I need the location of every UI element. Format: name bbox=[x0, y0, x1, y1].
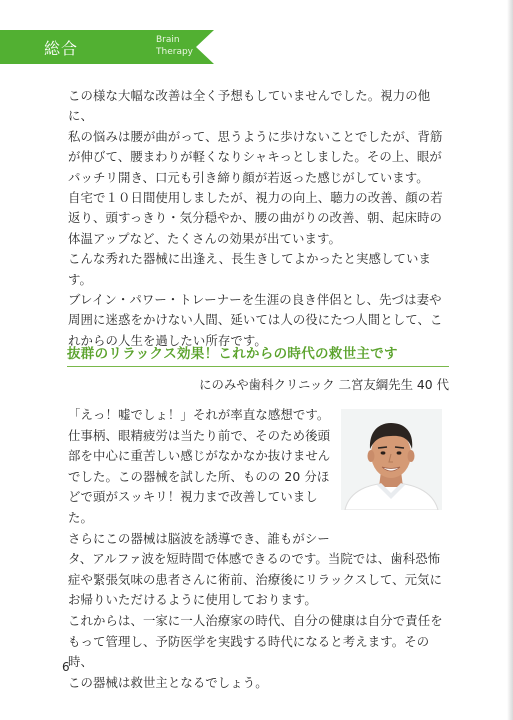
text-line: パッチリ開き、口元も引き締り顔が若返った感じがしています。 bbox=[68, 169, 429, 185]
section-label: 総合 bbox=[44, 39, 79, 58]
text-line: さらにこの器械は脳波を誘導でき、誰もがシー bbox=[68, 530, 330, 546]
text-line: 症や緊張気味の患者さんに術前、治療後にリラックスして、元気に bbox=[68, 571, 443, 587]
text-line: 「えっ！嘘でしょ！」それが率直な感想です。 bbox=[68, 407, 330, 422]
text-line: 返り、頭すっきり・気分穏やか、腰の曲がりの改善、朝、起床時の bbox=[68, 210, 442, 226]
text-line: この器械は救世主となるでしょう。 bbox=[68, 674, 268, 690]
brand-label bbox=[156, 34, 206, 58]
text-line: お帰りいただけるように使用しております。 bbox=[68, 592, 317, 608]
text-line: どで頭がスッキリ！視力まで改善していました。 bbox=[68, 489, 318, 525]
text-line: 周囲に迷惑をかけない人間、延いては人の役にたつ人間として、こ bbox=[68, 312, 443, 328]
brand-line-1: Brain bbox=[156, 35, 180, 45]
text-line: 自宅で１０日間使用しましたが、視力の向上、聴力の改善、顔の若 bbox=[68, 190, 443, 206]
text-line: もって管理し、予防医学を実践する時代になると考えます。その時、 bbox=[68, 633, 430, 670]
text-line: 部を中心に重苦しい感じがなかなか抜けません bbox=[68, 448, 331, 464]
text-line: 体温アップなど、たくさんの効果が出ています。 bbox=[68, 230, 341, 246]
text-line: ブレイン・パワー・トレーナーを生涯の良き伴侶とし、先づは妻や bbox=[68, 292, 442, 308]
text-line: この様な大幅な改善は全く予想もしていませんでした。視力の他に、 bbox=[68, 88, 431, 124]
page-number: 6 bbox=[62, 660, 70, 674]
article-body bbox=[68, 405, 450, 693]
article-heading: 抜群のリラックス効果！これからの時代の救世主です bbox=[67, 342, 449, 367]
brand-line-2: Therapy bbox=[156, 47, 193, 57]
text-line: が伸びて、腰まわりが軽くなりシャキっとしました。その上、眼が bbox=[68, 149, 442, 165]
text-line: 私の悩みは腰が曲がって、思うように歩けないことでしたが、背筋 bbox=[68, 128, 443, 144]
text-line: こんな秀れた器械に出逢え、長生きしてよかったと実感しています。 bbox=[68, 251, 431, 287]
text-line: でした。この器械を試した所、ものの 20 分ほ bbox=[68, 468, 330, 484]
text-line: 仕事柄、眼精疲労は当たり前で、そのため後頭 bbox=[68, 427, 331, 443]
page-edge-shadow bbox=[507, 0, 513, 720]
intro-text bbox=[68, 86, 448, 351]
text-line: タ、アルファ波を短時間で体感できるのです。当院では、歯科恐怖 bbox=[68, 551, 441, 567]
text-line: これからは、一家に一人治療家の時代、自分の健康は自分で責任を bbox=[68, 612, 443, 628]
article-author: にのみや歯科クリニック 二宮友綱先生 40 代 bbox=[199, 377, 449, 392]
section-ribbon bbox=[0, 30, 214, 64]
text-line: れからの人生を過したい所存です。 bbox=[68, 332, 267, 348]
